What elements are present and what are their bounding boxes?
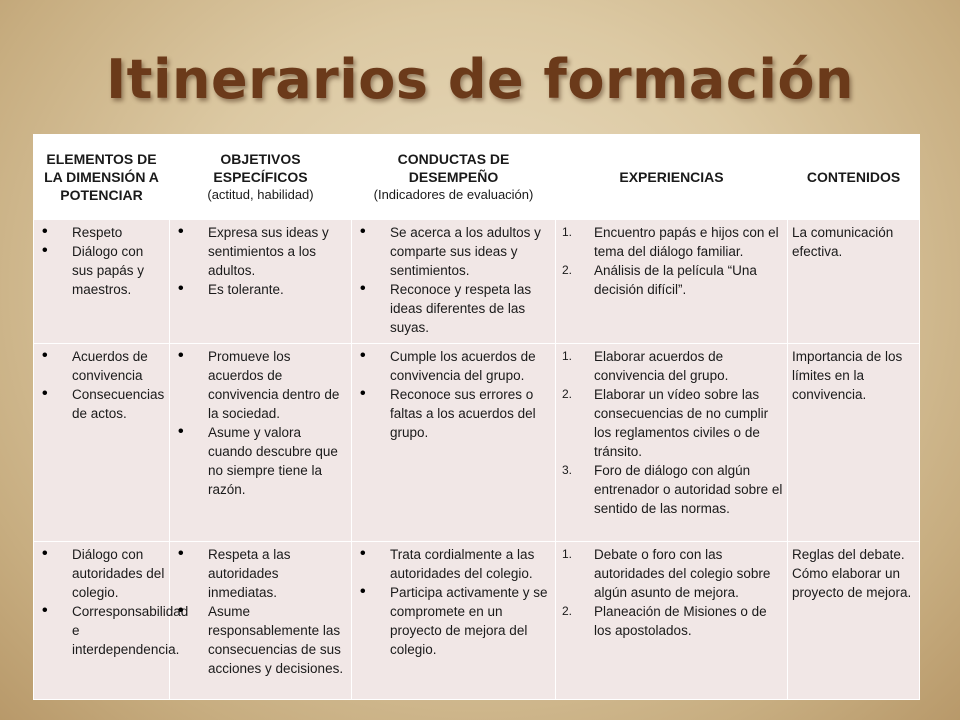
- list-item: 1. Elaborar acuerdos de convivencia del grupo.: [562, 349, 729, 383]
- list-item: • Es tolerante.: [174, 280, 347, 299]
- cell-elementos: [34, 220, 170, 344]
- list-item: • Trata cordialmente a las autoridades del colegio.: [356, 545, 551, 583]
- list-item: • Respeta a las autoridades inmediatas.: [174, 545, 347, 602]
- list-item: • Expresa sus ideas y sentimientos a los adultos.: [174, 223, 347, 280]
- list-item: • Reconoce y respeta las ideas diferentes de las suyas.: [356, 280, 551, 337]
- cell-contenidos: Importancia de los límites en la convivencia.: [788, 344, 920, 542]
- header-experiencias: EXPERIENCIAS: [556, 135, 788, 220]
- list-item: • Asume responsablemente las consecuencias de sus acciones y decisiones.: [174, 602, 347, 678]
- table-row: [34, 220, 920, 344]
- cell-contenidos: La comunicación efectiva.: [788, 220, 920, 344]
- list-item: 1. Encuentro papás e hijos con el tema del diálogo familiar.: [562, 225, 779, 259]
- list-item: • Asume y valora cuando descubre que no siempre tiene la razón.: [174, 423, 347, 499]
- table-row: [34, 344, 920, 542]
- cell-conductas: [352, 344, 556, 542]
- list-item: • Diálogo con sus papás y maestros.: [38, 242, 165, 299]
- cell-objetivos: [170, 220, 352, 344]
- list-item: 2. Elaborar un vídeo sobre las consecuencias de no cumplir los reglamentos civiles o de tránsito.: [562, 387, 769, 459]
- list-item: • Reconoce sus errores o faltas a los acuerdos del grupo.: [356, 385, 551, 442]
- list-item: • Promueve los acuerdos de convivencia dentro de la sociedad.: [174, 347, 347, 423]
- cell-experiencias: [556, 344, 788, 542]
- list-item: 3. Foro de diálogo con algún entrenador o autoridad sobre el sentido de las normas.: [562, 463, 783, 516]
- list-item: • Respeto: [38, 223, 165, 242]
- cell-objetivos: [170, 344, 352, 542]
- list-item: • Cumple los acuerdos de convivencia del grupo.: [356, 347, 551, 385]
- header-row: [34, 135, 920, 220]
- header-elementos: ELEMENTOS DE LA DIMENSIÓN A POTENCIAR: [34, 135, 170, 220]
- cell-objetivos: [170, 542, 352, 700]
- cell-conductas: [352, 542, 556, 700]
- cell-experiencias: [556, 220, 788, 344]
- list-item: • Participa activamente y se compromete en un proyecto de mejora del colegio.: [356, 583, 551, 659]
- list-item: 2. Planeación de Misiones o de los apostolados.: [562, 604, 767, 638]
- header-contenidos: CONTENIDOS: [788, 135, 920, 220]
- header-objetivos: OBJETIVOS ESPECÍFICOS (actitud, habilidad): [170, 135, 352, 220]
- list-item: • Acuerdos de convivencia: [38, 347, 165, 385]
- list-item: • Consecuencias de actos.: [38, 385, 165, 423]
- cell-elementos: [34, 542, 189, 700]
- list-item: • Se acerca a los adultos y comparte sus ideas y sentimientos.: [356, 223, 551, 280]
- list-item: • Corresponsabilidad e interdependencia.: [38, 602, 165, 659]
- formation-table: [33, 134, 920, 700]
- table-row: [34, 542, 920, 700]
- list-item: • Diálogo con autoridades del colegio.: [38, 545, 165, 602]
- cell-experiencias: [556, 542, 788, 700]
- list-item: 1. Debate o foro con las autoridades del colegio sobre algún asunto de mejora.: [562, 547, 771, 600]
- header-conductas: CONDUCTAS DE DESEMPEÑO (Indicadores de evaluación): [352, 135, 556, 220]
- list-item: 2. Análisis de la película “Una decisión difícil”.: [562, 263, 757, 297]
- slide-title: Itinerarios de formación: [106, 48, 854, 111]
- cell-contenidos: Reglas del debate. Cómo elaborar un proyecto de mejora.: [788, 542, 920, 700]
- cell-conductas: [352, 220, 556, 344]
- cell-elementos: [34, 344, 170, 542]
